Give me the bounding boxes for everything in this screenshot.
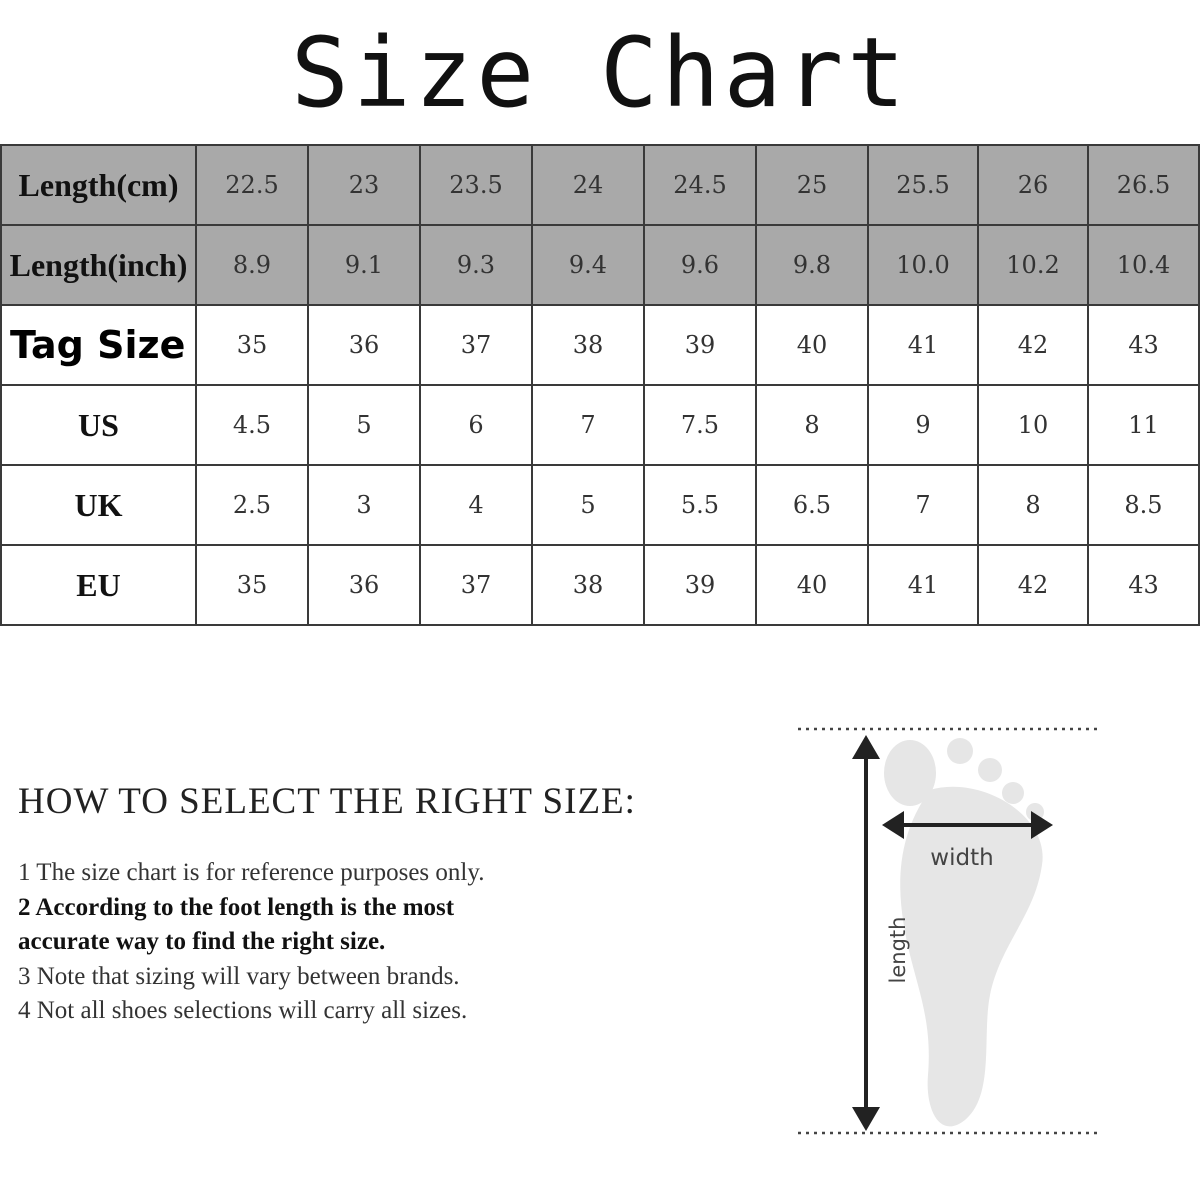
size-row [1, 305, 1199, 385]
size-cell: 7 [532, 385, 644, 465]
size-chart-table [0, 144, 1200, 626]
note-4: 4 Not all shoes selections will carry all sizes. [18, 997, 468, 1024]
size-cell: 8 [978, 465, 1088, 545]
note-2-line-2: accurate way to find the right size. [18, 928, 386, 955]
size-cell: 41 [868, 305, 978, 385]
row-label: UK [1, 465, 196, 545]
size-cell: 8 [756, 385, 868, 465]
size-cell: 26.5 [1088, 145, 1199, 225]
size-cell: 5.5 [644, 465, 756, 545]
row-label: Length(inch) [1, 225, 196, 305]
size-row [1, 225, 1199, 305]
size-cell: 11 [1088, 385, 1199, 465]
size-cell: 35 [196, 545, 308, 625]
size-cell: 24.5 [644, 145, 756, 225]
size-cell: 23.5 [420, 145, 532, 225]
foot-measurement-diagram [780, 715, 1120, 1145]
size-cell: 6.5 [756, 465, 868, 545]
size-cell: 10.0 [868, 225, 978, 305]
length-label: length [886, 916, 910, 984]
size-cell: 7 [868, 465, 978, 545]
size-cell: 36 [308, 545, 420, 625]
size-cell: 9.1 [308, 225, 420, 305]
row-label: Length(cm) [1, 145, 196, 225]
size-cell: 8.5 [1088, 465, 1199, 545]
size-cell: 5 [308, 385, 420, 465]
note-1: 1 The size chart is for reference purposes only. [18, 859, 485, 886]
sizing-notes [18, 856, 638, 1029]
size-cell: 24 [532, 145, 644, 225]
size-cell: 5 [532, 465, 644, 545]
size-cell: 43 [1088, 545, 1199, 625]
size-cell: 36 [308, 305, 420, 385]
row-label: Tag Size [1, 305, 196, 385]
size-cell: 9 [868, 385, 978, 465]
size-cell: 40 [756, 305, 868, 385]
size-cell: 25 [756, 145, 868, 225]
size-row [1, 385, 1199, 465]
note-2-line-1: 2 According to the foot length is the most [18, 893, 455, 921]
size-cell: 9.3 [420, 225, 532, 305]
size-cell: 4.5 [196, 385, 308, 465]
size-cell: 26 [978, 145, 1088, 225]
size-cell: 2.5 [196, 465, 308, 545]
length-arrow [852, 735, 880, 1131]
size-cell: 38 [532, 545, 644, 625]
how-to-heading: HOW TO SELECT THE RIGHT SIZE: [18, 781, 636, 822]
size-cell: 10 [978, 385, 1088, 465]
size-cell: 8.9 [196, 225, 308, 305]
size-cell: 22.5 [196, 145, 308, 225]
size-chart-body [1, 145, 1199, 625]
page-title: Size Chart [291, 17, 909, 129]
size-row [1, 545, 1199, 625]
size-cell: 40 [756, 545, 868, 625]
size-row [1, 465, 1199, 545]
note-3: 3 Note that sizing will vary between brands. [18, 962, 460, 990]
width-label: width [930, 845, 994, 871]
size-cell: 35 [196, 305, 308, 385]
row-label: EU [1, 545, 196, 625]
size-cell: 37 [420, 545, 532, 625]
size-cell: 9.6 [644, 225, 756, 305]
size-cell: 38 [532, 305, 644, 385]
size-cell: 6 [420, 385, 532, 465]
size-cell: 7.5 [644, 385, 756, 465]
size-cell: 39 [644, 545, 756, 625]
size-row [1, 145, 1199, 225]
size-cell: 10.4 [1088, 225, 1199, 305]
size-cell: 41 [868, 545, 978, 625]
size-cell: 37 [420, 305, 532, 385]
size-cell: 42 [978, 305, 1088, 385]
size-cell: 23 [308, 145, 420, 225]
size-cell: 9.4 [532, 225, 644, 305]
size-cell: 4 [420, 465, 532, 545]
size-cell: 43 [1088, 305, 1199, 385]
size-cell: 42 [978, 545, 1088, 625]
size-cell: 3 [308, 465, 420, 545]
size-cell: 10.2 [978, 225, 1088, 305]
size-cell: 39 [644, 305, 756, 385]
size-cell: 9.8 [756, 225, 868, 305]
size-cell: 25.5 [868, 145, 978, 225]
row-label: US [1, 385, 196, 465]
